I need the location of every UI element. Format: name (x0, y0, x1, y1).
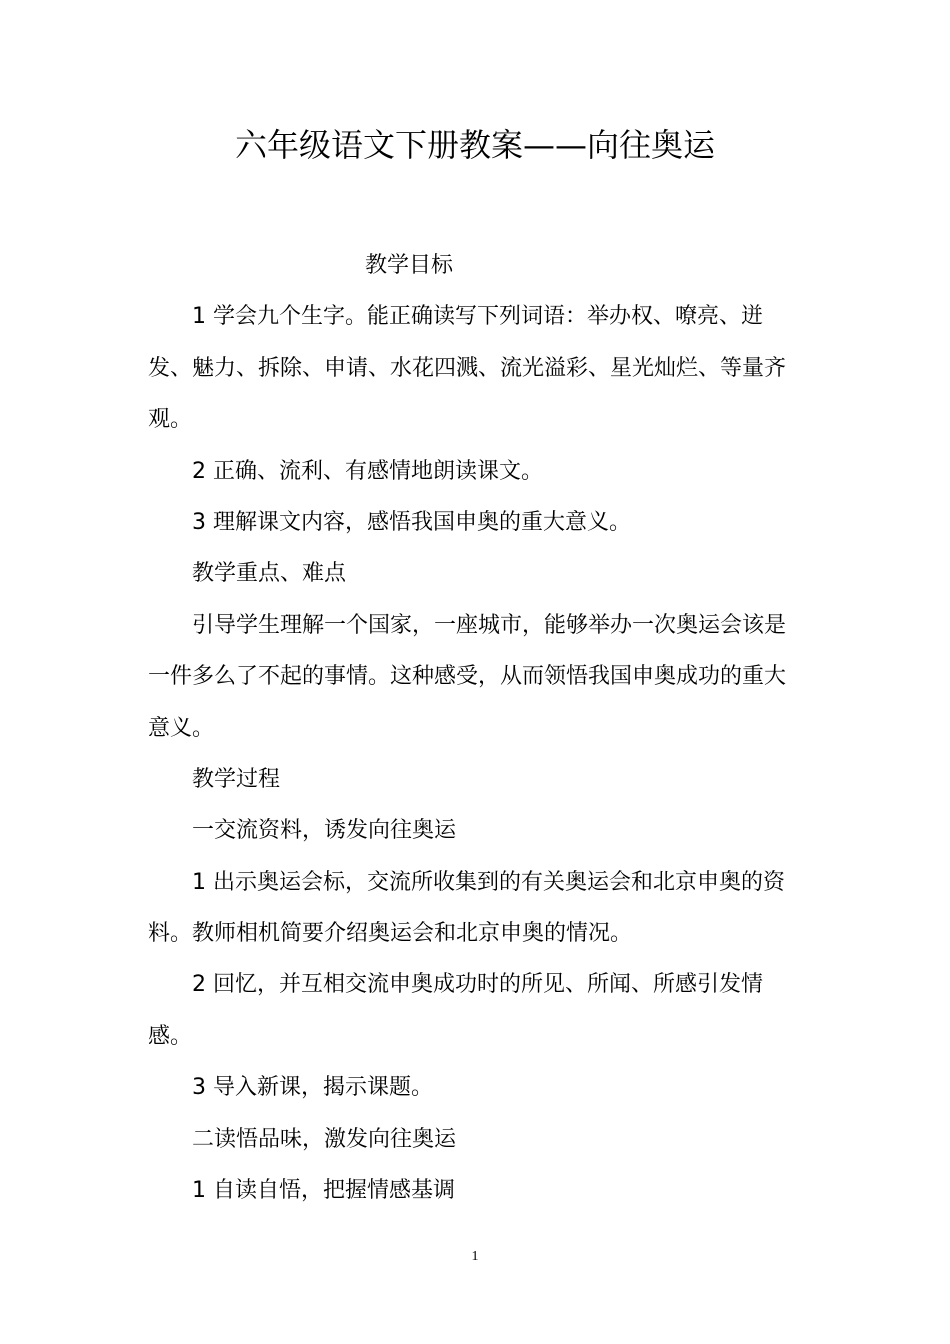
paragraph-line: 3 导入新课，揭示课题。 (192, 1075, 433, 1101)
document-title: 六年级语文下册教案——向往奥运 (234, 126, 715, 164)
paragraph-line: 一件多么了不起的事情。这种感受，从而领悟我国申奥成功的重大 (148, 664, 787, 690)
paragraph-line: 1 出示奥运会标，交流所收集到的有关奥运会和北京申奥的资 (192, 869, 785, 895)
paragraph (148, 1062, 808, 1113)
paragraph-line: 观。 (148, 407, 193, 433)
paragraph-line: 2 正确、流利、有感情地朗读课文。 (192, 458, 543, 484)
paragraph-line: 意义。 (148, 715, 215, 741)
paragraph (148, 548, 808, 599)
paragraph-line: 一交流资料，诱发向往奥运 (192, 818, 457, 844)
paragraph (148, 754, 808, 805)
paragraph (148, 805, 808, 856)
paragraph-line: 1 学会九个生字。能正确读写下列词语：举办权、嘹亮、迸 (192, 304, 763, 330)
paragraph-line: 发、魅力、拆除、申请、水花四溅、流光溢彩、星光灿烂、等量齐 (148, 355, 787, 381)
section-heading: 教学目标 (365, 253, 454, 278)
paragraph-line: 感。 (148, 1023, 193, 1049)
document-body (148, 240, 808, 1216)
paragraph (148, 959, 808, 1062)
paragraph-line: 料。教师相机简要介绍奥运会和北京申奥的情况。 (148, 921, 633, 947)
paragraph (148, 1114, 808, 1165)
paragraph (148, 857, 808, 960)
paragraph (148, 446, 808, 497)
paragraph-line: 1 自读自悟，把握情感基调 (192, 1178, 455, 1204)
page-number: 1 (471, 1249, 479, 1264)
paragraph-line: 教学过程 (192, 766, 281, 792)
paragraph-line: 教学重点、难点 (192, 561, 347, 587)
paragraph-line: 2 回忆，并互相交流申奥成功时的所见、所闻、所感引发情 (192, 972, 763, 998)
paragraph (148, 600, 808, 754)
paragraph (148, 497, 808, 548)
paragraph-line: 引导学生理解一个国家，一座城市，能够举办一次奥运会该是 (192, 612, 787, 638)
paragraph-line: 3 理解课文内容，感悟我国申奥的重大意义。 (192, 509, 631, 535)
paragraph (148, 1165, 808, 1216)
paragraph-line: 二读悟品味，激发向往奥运 (192, 1126, 457, 1152)
paragraph (148, 291, 808, 445)
